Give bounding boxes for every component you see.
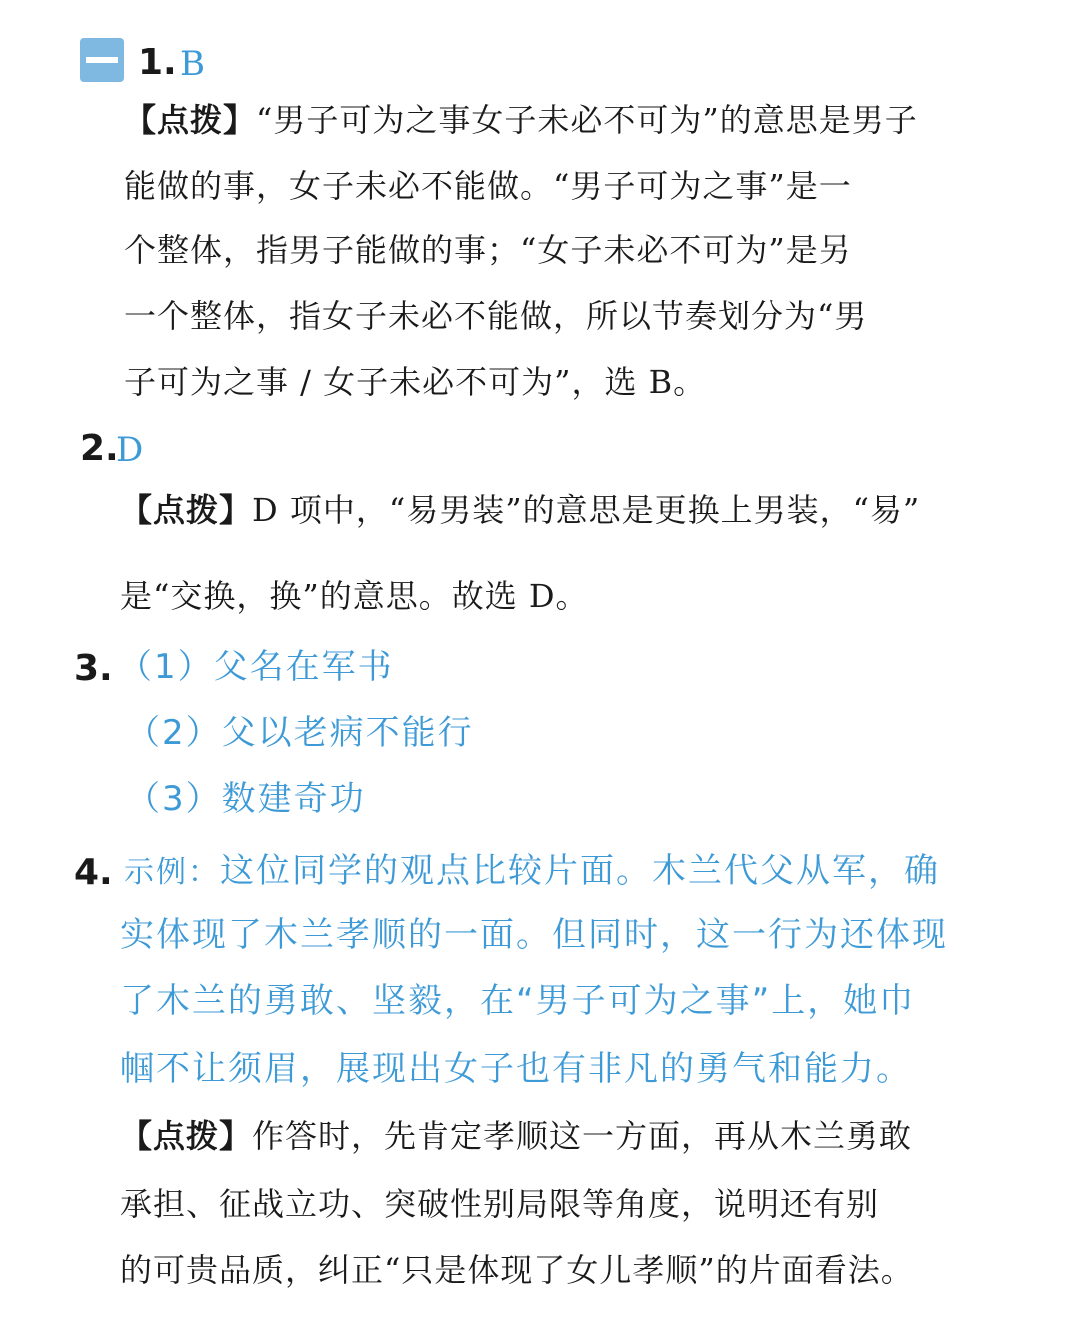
q1-tip-line-3: 个整体，指男子能做的事；“女子未必不可为”是另 (124, 231, 852, 269)
q3-number: 3. (74, 648, 113, 689)
q1-tip-line-4: 一个整体，指女子未必不能做，所以节奏划分为“男 (124, 297, 868, 335)
q2-number: 2. (80, 428, 119, 469)
q1-tip-line-1: 【点拨】“男子可为之事女子未必不可为”的意思是男子 (124, 101, 918, 139)
q4-answer-line-3: 了木兰的勇敢、坚毅，在“男子可为之事”上，她巾 (120, 981, 916, 1021)
q1-answer: B (180, 44, 205, 84)
q4-answer-line-4: 帼不让须眉，展现出女子也有非凡的勇气和能力。 (120, 1049, 912, 1089)
q4-example-label: 示例： (124, 855, 220, 890)
q1-tip-tag: 【点拨】 (124, 101, 257, 139)
q3-answer-3: （3）数建奇功 (126, 779, 366, 819)
q1-tip-line-5: 子可为之事 / 女子未必不可为”，选 B。 (124, 363, 707, 401)
q2-tip-line-2: 是“交换，换”的意思。故选 D。 (120, 577, 589, 615)
q4-number: 4. (74, 852, 113, 893)
section-one-badge (80, 38, 124, 82)
q4-tip-tag: 【点拨】 (120, 1117, 253, 1155)
q4-answer-line-2: 实体现了木兰孝顺的一面。但同时，这一行为还体现 (120, 915, 948, 955)
q4-answer-line-1: 示例：这位同学的观点比较片面。木兰代父从军，确 (124, 851, 940, 891)
q1-number: 1. (138, 42, 177, 83)
q2-answer: D (116, 430, 144, 470)
q2-tip-line-1: 【点拨】D 项中，“易男装”的意思是更换上男装，“易” (120, 491, 921, 529)
q2-tip-tag: 【点拨】 (120, 491, 253, 529)
q4-tip-line-2: 承担、征战立功、突破性别局限等角度，说明还有别 (120, 1185, 880, 1223)
q4-tip-line-3: 的可贵品质，纠正“只是体现了女儿孝顺”的片面看法。 (120, 1251, 914, 1289)
q4-tip-line-1: 【点拨】作答时，先肯定孝顺这一方面，再从木兰勇敢 (120, 1117, 913, 1155)
q3-answer-1: （1）父名在军书 (118, 647, 394, 687)
q3-answer-2: （2）父以老病不能行 (126, 713, 474, 753)
q1-tip-line-2: 能做的事，女子未必不能做。“男子可为之事”是一 (124, 167, 852, 205)
